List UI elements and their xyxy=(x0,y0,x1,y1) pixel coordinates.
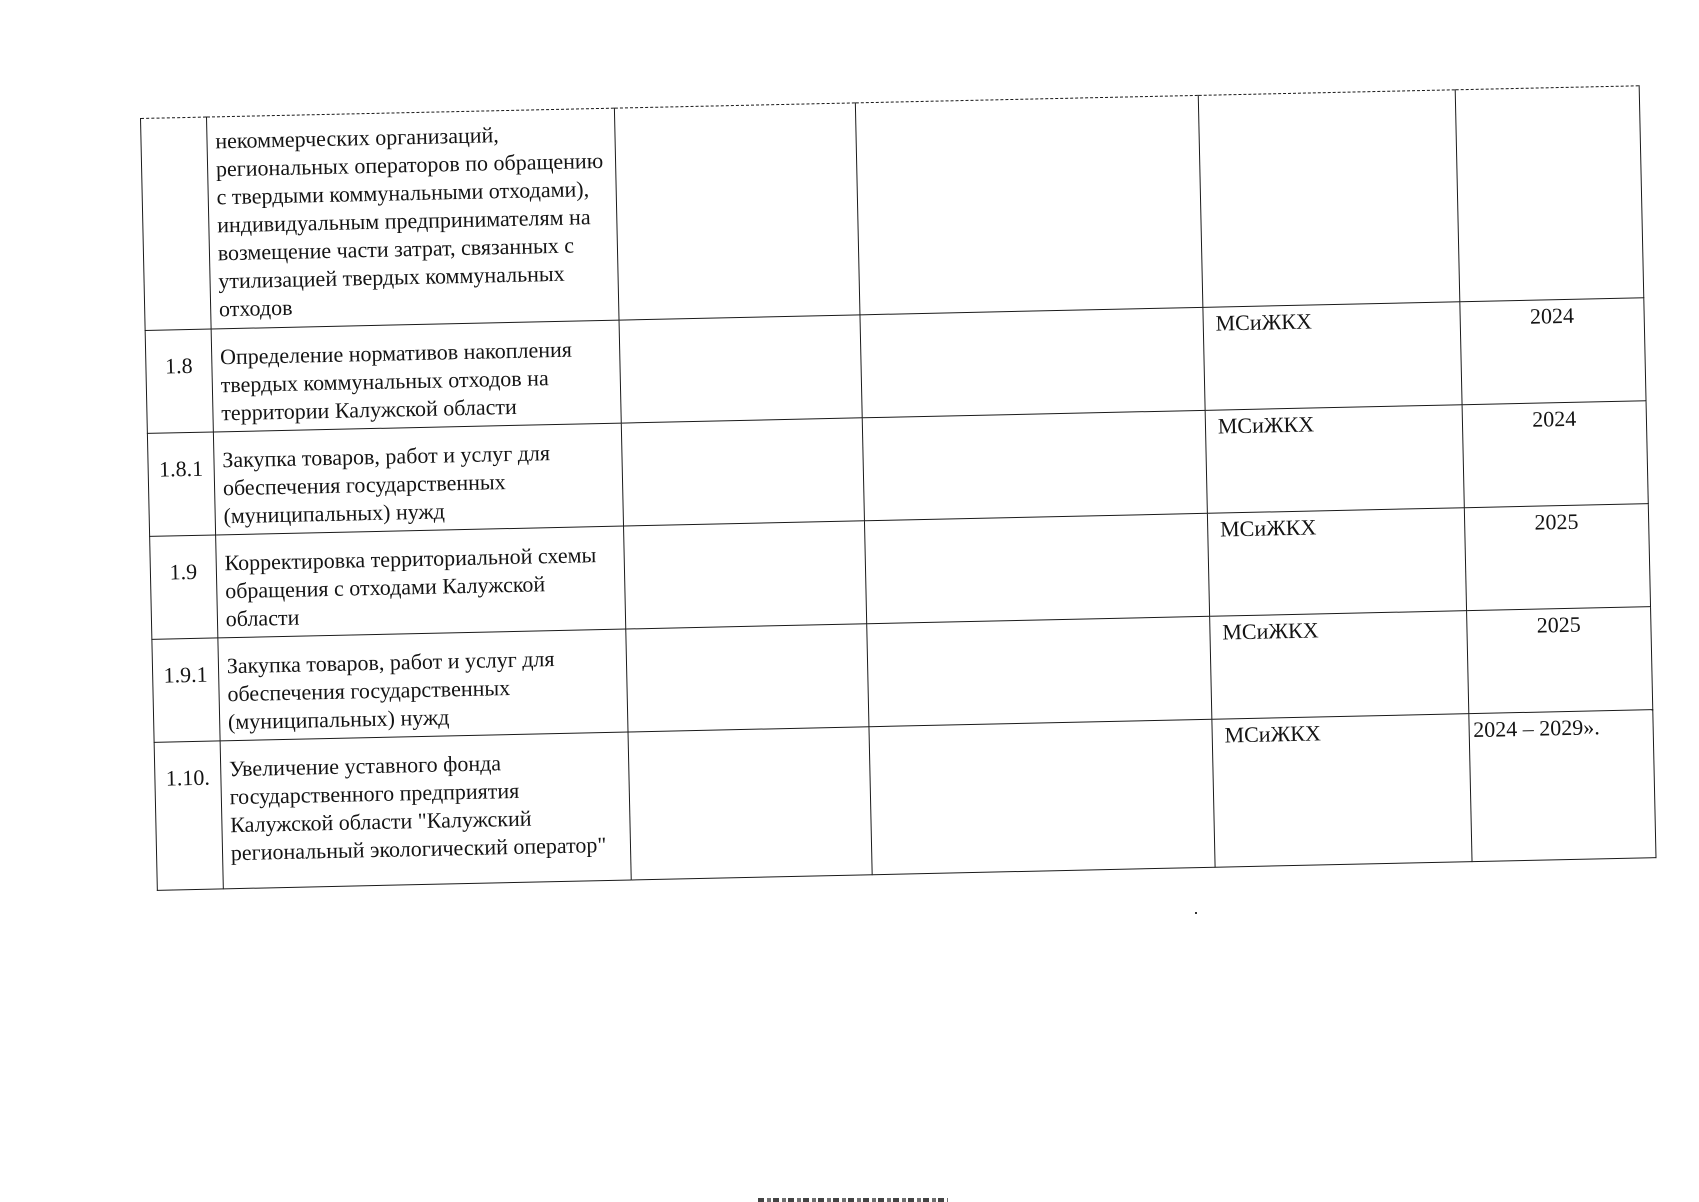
empty-cell xyxy=(621,418,865,526)
year-cell: 2024 xyxy=(1459,298,1646,405)
row-number: 1.9 xyxy=(150,535,218,639)
empty-cell xyxy=(867,616,1212,726)
executor-cell: МСиЖКХ xyxy=(1209,611,1468,720)
year-cell: 2024 – 2029». xyxy=(1468,710,1656,862)
document-scan xyxy=(140,85,1657,891)
executor-cell: МСиЖКХ xyxy=(1207,508,1466,617)
empty-cell xyxy=(865,513,1210,623)
year-cell: 2024 xyxy=(1462,401,1649,508)
year-cell: 2025 xyxy=(1466,607,1653,714)
scan-artifact xyxy=(758,1198,948,1202)
measure-name: некоммерческих организаций, региональных операторов по обращению с твердыми коммунальными отходами), индивидуальным предпринимателям на возмещение части затрат, связанных с утилизацией твердых коммунальных отходов xyxy=(206,108,619,329)
empty-cell xyxy=(869,719,1215,874)
measure-name: Закупка товаров, работ и услуг для обеспечения государственных (муниципальных) нужд xyxy=(218,629,628,741)
measure-name: Закупка товаров, работ и услуг для обеспечения государственных (муниципальных) нужд xyxy=(213,423,623,535)
table-row xyxy=(154,710,1656,891)
measure-name: Увеличение уставного фонда государственного предприятия Калужской области "Калужский региональный экологический оператор" xyxy=(220,732,631,889)
executor-cell: МСиЖКХ xyxy=(1212,714,1472,868)
empty-cell xyxy=(626,624,870,732)
row-number: 1.8 xyxy=(145,329,213,433)
row-number: 1.9.1 xyxy=(152,638,220,742)
table-row xyxy=(141,86,1644,331)
row-number: 1.8.1 xyxy=(147,432,215,536)
measures-table xyxy=(140,85,1657,891)
measure-name: Определение нормативов накопления твердых коммунальных отходов на территории Калужской области xyxy=(211,320,621,432)
row-number xyxy=(141,117,211,330)
empty-cell xyxy=(619,315,863,423)
executor-cell: МСиЖКХ xyxy=(1205,405,1464,514)
empty-cell xyxy=(614,103,860,320)
row-number: 1.10. xyxy=(154,741,223,890)
scan-speck xyxy=(1195,912,1197,914)
measure-name: Корректировка территориальной схемы обращения с отходами Калужской области xyxy=(215,526,625,638)
executor-cell xyxy=(1198,90,1459,308)
empty-cell xyxy=(860,307,1205,417)
year-cell: 2025 xyxy=(1464,504,1651,611)
year-cell xyxy=(1455,86,1644,302)
empty-cell xyxy=(856,95,1203,314)
executor-cell: МСиЖКХ xyxy=(1203,302,1462,411)
empty-cell xyxy=(624,521,868,629)
empty-cell xyxy=(628,727,873,880)
empty-cell xyxy=(863,410,1208,520)
